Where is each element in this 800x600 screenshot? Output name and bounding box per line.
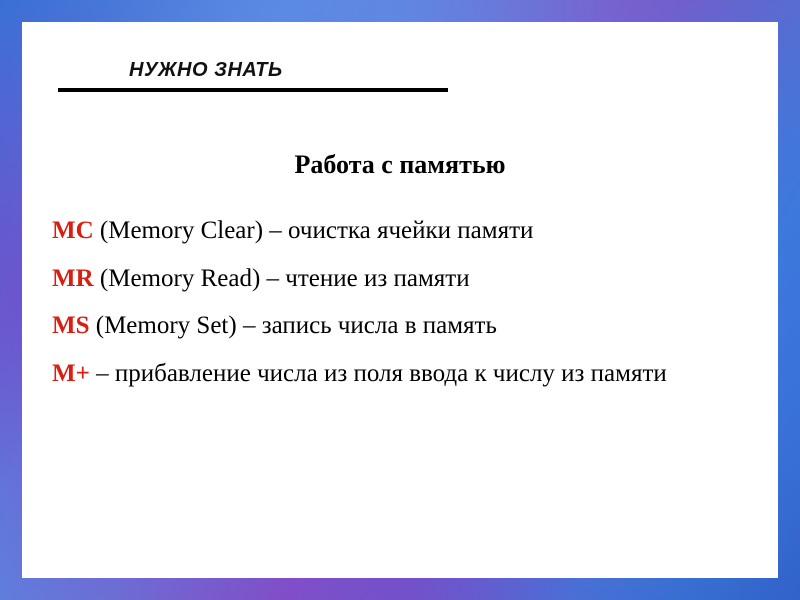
list-item <box>34 309 770 343</box>
definition-list <box>34 214 770 390</box>
list-item-key: MR <box>52 264 94 292</box>
slide-title: Работа с памятью <box>294 150 506 179</box>
list-item-text: (Memory Set) – запись числа в память <box>89 312 497 339</box>
callout-banner <box>107 52 301 88</box>
list-item-text: (Memory Read) – чтение из памяти <box>93 264 470 292</box>
list-item <box>34 357 770 391</box>
list-item-key: M+ <box>52 359 90 387</box>
list-item <box>34 262 770 296</box>
list-item <box>34 214 770 248</box>
list-item-text: – прибавление числа из поля ввода к числу из памяти <box>89 359 667 387</box>
list-item-text: (Memory Clear) – очистка ячейки памяти <box>93 217 534 244</box>
banner-underline-divider <box>58 88 448 92</box>
list-item-key: MC <box>52 217 94 244</box>
callout-banner-label: НУЖНО ЗНАТЬ <box>129 58 283 81</box>
content-card <box>22 22 778 578</box>
list-item-key: MS <box>52 312 90 339</box>
